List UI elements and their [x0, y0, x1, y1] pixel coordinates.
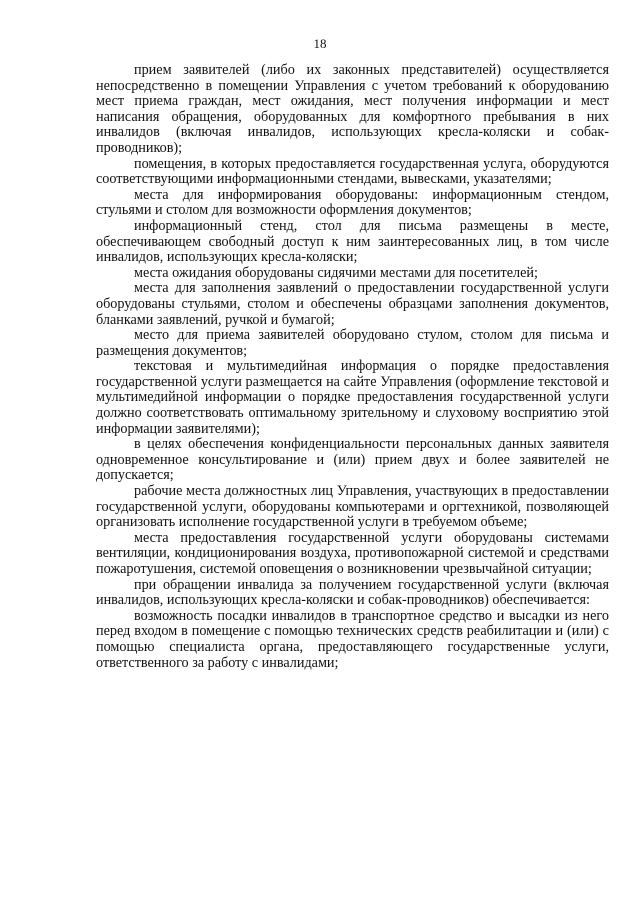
paragraph-workplaces: рабочие места должностных лиц Управления, участвующих в предоставлении государственной услуги, оборудованы компьютерами и оргтехникой, позволяющей организовать исполнение государственной услуги в требуемом объеме;	[96, 483, 609, 531]
paragraph-filling-places: места для заполнения заявлений о предоставлении государственной услуги оборудованы стульями, столом и обеспечены образцами заполнения документов, бланками заявлений, ручкой и бумагой;	[96, 280, 609, 328]
paragraph-transport-boarding: возможность посадки инвалидов в транспортное средство и высадки из него перед входом в помещение с помощью технических средств реабилитации и (или) с помощью специалиста органа, предоставляющего государственные услуги, ответственного за работу с инвалидами;	[96, 607, 609, 671]
document-body	[96, 63, 609, 671]
page-number: 18	[313, 36, 327, 51]
paragraph-reception-place: место для приема заявителей оборудовано стулом, столом для письма и размещения документов;	[96, 327, 609, 359]
paragraph-waiting-places: места ожидания оборудованы сидячими местами для посетителей;	[134, 264, 538, 281]
paragraph-multimedia-info: текстовая и мультимедийная информация о порядке предоставления государственной услуги размещается на сайте Управления (оформление текстовой и мультимедийной информации о порядке предоставления государственной услуги должно соответствовать оптимальному зрительному и слуховому восприятию этой информации заявителями);	[96, 358, 609, 437]
paragraph-info-stand: информационный стенд, стол для письма размещены в месте, обеспечивающем свободный доступ к ним заинтересованных лиц, в том числе инвалидов, использующих кресла-коляски;	[96, 217, 609, 266]
paragraph-info-places: места для информирования оборудованы: информационным стендом, стульями и столом для возможности оформления документов;	[96, 186, 609, 219]
paragraph-premises: помещения, в которых предоставляется государственная услуга, оборудуются соответствующими информационными стендами, вывесками, указателями;	[96, 155, 609, 188]
paragraph-safety-systems: места предоставления государственной услуги оборудованы системами вентиляции, кондиционирования воздуха, противопожарной системой и средствами пожаротушения, системой оповещения о возникновении чрезвычайной ситуации;	[96, 529, 609, 577]
paragraph-reception: прием заявителей (либо их законных представителей) осуществляется непосредственно в помещении Управления с учетом требований к оборудованию мест приема граждан, мест ожидания, мест получения информации и мест написания обращения, оборудованных для комфортного пребывания в них инвалидов (включая инвалидов, использующих кресла-коляски и собак-проводников);	[96, 62, 609, 156]
paragraph-confidentiality: в целях обеспечения конфиденциальности персональных данных заявителя одновременное консультирование и (или) прием двух и более заявителей не допускается;	[96, 436, 609, 484]
paragraph-disabled-access: при обращении инвалида за получением государственной услуги (включая инвалидов, использующих кресла-коляски и собак-проводников) обеспечивается:	[96, 576, 609, 609]
